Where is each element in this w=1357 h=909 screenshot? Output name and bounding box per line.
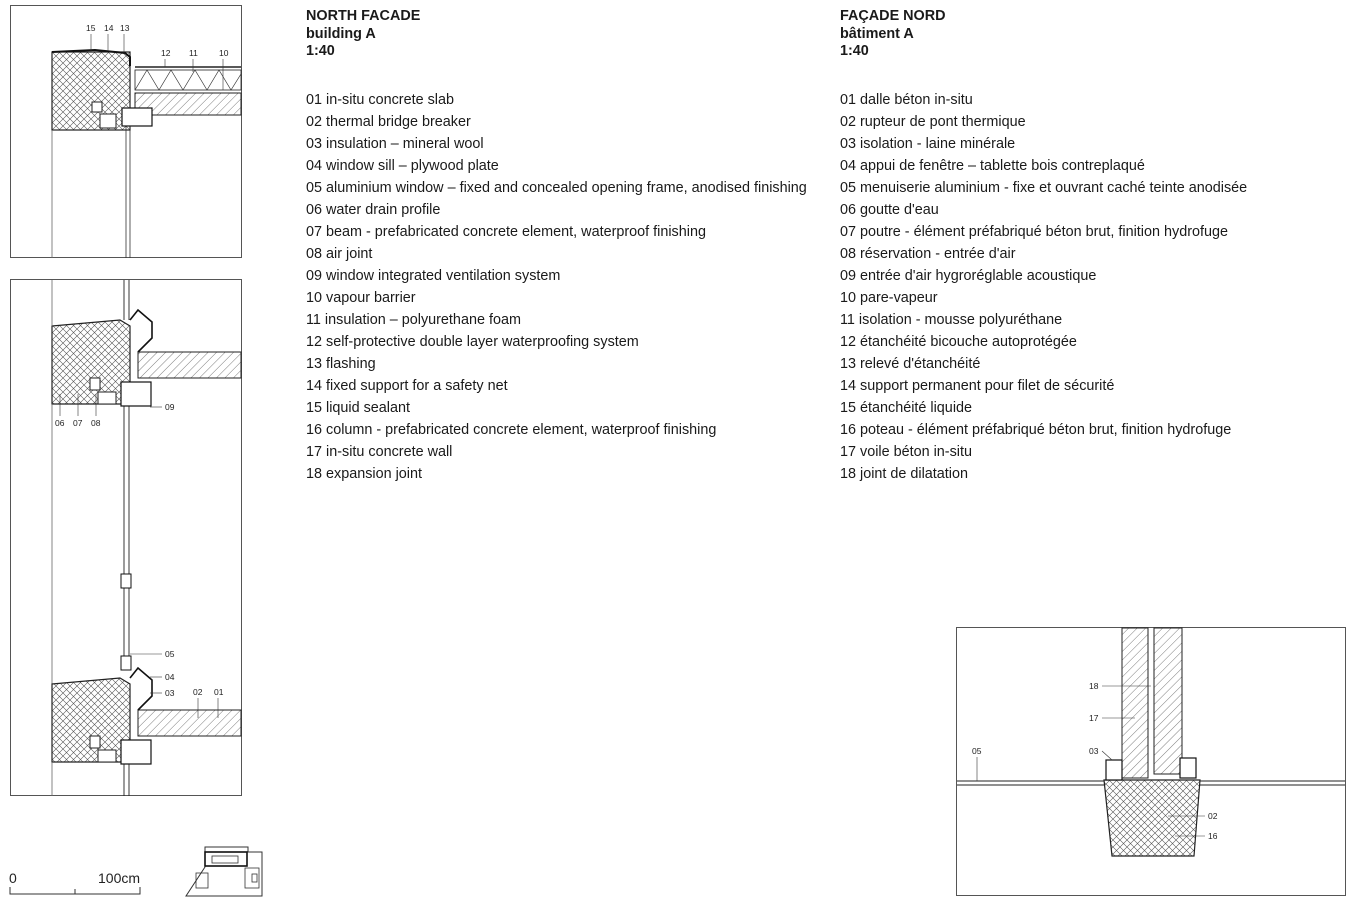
roof-detail	[11, 6, 242, 259]
legend-item: 01 dalle béton in-situ	[840, 91, 973, 108]
legend-subtitle: bâtiment A	[840, 25, 914, 42]
legend-item: 03 isolation - laine minérale	[840, 135, 1016, 152]
legend-item: 07 poutre - élément préfabriqué béton brut, finition hydrofuge	[840, 223, 1228, 240]
legend-item: 16 poteau - élément préfabriqué béton brut, finition hydrofuge	[840, 421, 1232, 438]
label-12: 12	[161, 48, 171, 58]
label-05: 05	[165, 649, 175, 659]
label-18: 18	[1089, 681, 1099, 691]
label-11: 11	[189, 48, 198, 58]
label-03: 03	[165, 688, 175, 698]
plan-label-05: 05	[972, 746, 982, 756]
legend-item: 12 self-protective double layer waterproofing system	[306, 333, 639, 350]
legend-item: 15 liquid sealant	[306, 399, 411, 416]
legend-item: 18 expansion joint	[306, 465, 423, 482]
label-15: 15	[86, 23, 96, 33]
legend-item: 10 vapour barrier	[306, 289, 416, 306]
legend-english	[306, 8, 807, 485]
legend-item: 08 air joint	[306, 245, 373, 262]
legend-item: 09 window integrated ventilation system	[306, 267, 561, 284]
label-14: 14	[104, 23, 114, 33]
legend-item: 13 relevé d'étanchéité	[840, 355, 981, 372]
legend-item: 02 rupteur de pont thermique	[840, 113, 1026, 130]
plan-label-16: 16	[1208, 831, 1218, 841]
legend-item: 07 beam - prefabricated concrete element, waterproof finishing	[306, 223, 706, 240]
label-02: 02	[193, 687, 203, 697]
legend-item: 09 entrée d'air hygroréglable acoustique	[840, 267, 1097, 284]
legend-item: 01 in-situ concrete slab	[306, 91, 454, 108]
window-detail	[11, 280, 242, 797]
legend-item: 06 water drain profile	[306, 201, 441, 218]
legend-item: 06 goutte d'eau	[840, 201, 939, 218]
label-10: 10	[219, 48, 229, 58]
legend-item: 13 flashing	[306, 355, 376, 372]
key-plan	[186, 847, 262, 896]
legend-item: 17 voile béton in-situ	[840, 443, 972, 460]
legend-item: 10 pare-vapeur	[840, 289, 938, 306]
label-13: 13	[120, 23, 130, 33]
legend-title: NORTH FACADE	[306, 8, 421, 24]
scale-start: 0	[9, 870, 17, 886]
legend-item: 14 support permanent pour filet de sécurité	[840, 377, 1115, 394]
legend-item: 04 window sill – plywood plate	[306, 157, 499, 174]
label-07: 07	[73, 418, 83, 428]
legend-item: 17 in-situ concrete wall	[306, 443, 453, 460]
label-17: 17	[1089, 713, 1099, 723]
legend-item: 18 joint de dilatation	[840, 465, 969, 482]
legend-title: FAÇADE NORD	[840, 8, 946, 24]
legend-scale: 1:40	[306, 43, 335, 59]
legend-item: 11 insulation – polyurethane foam	[306, 311, 521, 328]
plan-detail	[957, 628, 1346, 896]
label-08: 08	[91, 418, 101, 428]
legend-item: 08 réservation - entrée d'air	[840, 245, 1016, 262]
scale-bar	[9, 870, 140, 894]
plan-label-02: 02	[1208, 811, 1218, 821]
legend-item: 05 aluminium window – fixed and concealed opening frame, anodised finishing	[306, 179, 807, 196]
plan-label-03: 03	[1089, 746, 1099, 756]
label-04: 04	[165, 672, 175, 682]
scale-end: 100cm	[98, 870, 141, 886]
legend-item: 12 étanchéité bicouche autoprotégée	[840, 333, 1077, 350]
label-06: 06	[55, 418, 65, 428]
legend-item: 02 thermal bridge breaker	[306, 113, 471, 130]
legend-item: 15 étanchéité liquide	[840, 399, 973, 416]
label-09: 09	[165, 402, 175, 412]
legend-item: 16 column - prefabricated concrete element, waterproof finishing	[306, 421, 717, 438]
legend-subtitle: building A	[306, 25, 376, 42]
legend-item: 04 appui de fenêtre – tablette bois contreplaqué	[840, 157, 1145, 174]
legend-scale: 1:40	[840, 43, 869, 59]
legend-item: 11 isolation - mousse polyuréthane	[840, 311, 1063, 328]
label-01: 01	[214, 687, 224, 697]
legend-french	[840, 8, 1247, 485]
legend-item: 14 fixed support for a safety net	[306, 377, 508, 394]
legend-item: 03 insulation – mineral wool	[306, 135, 484, 152]
legend-item: 05 menuiserie aluminium - fixe et ouvrant caché teinte anodisée	[840, 179, 1248, 196]
